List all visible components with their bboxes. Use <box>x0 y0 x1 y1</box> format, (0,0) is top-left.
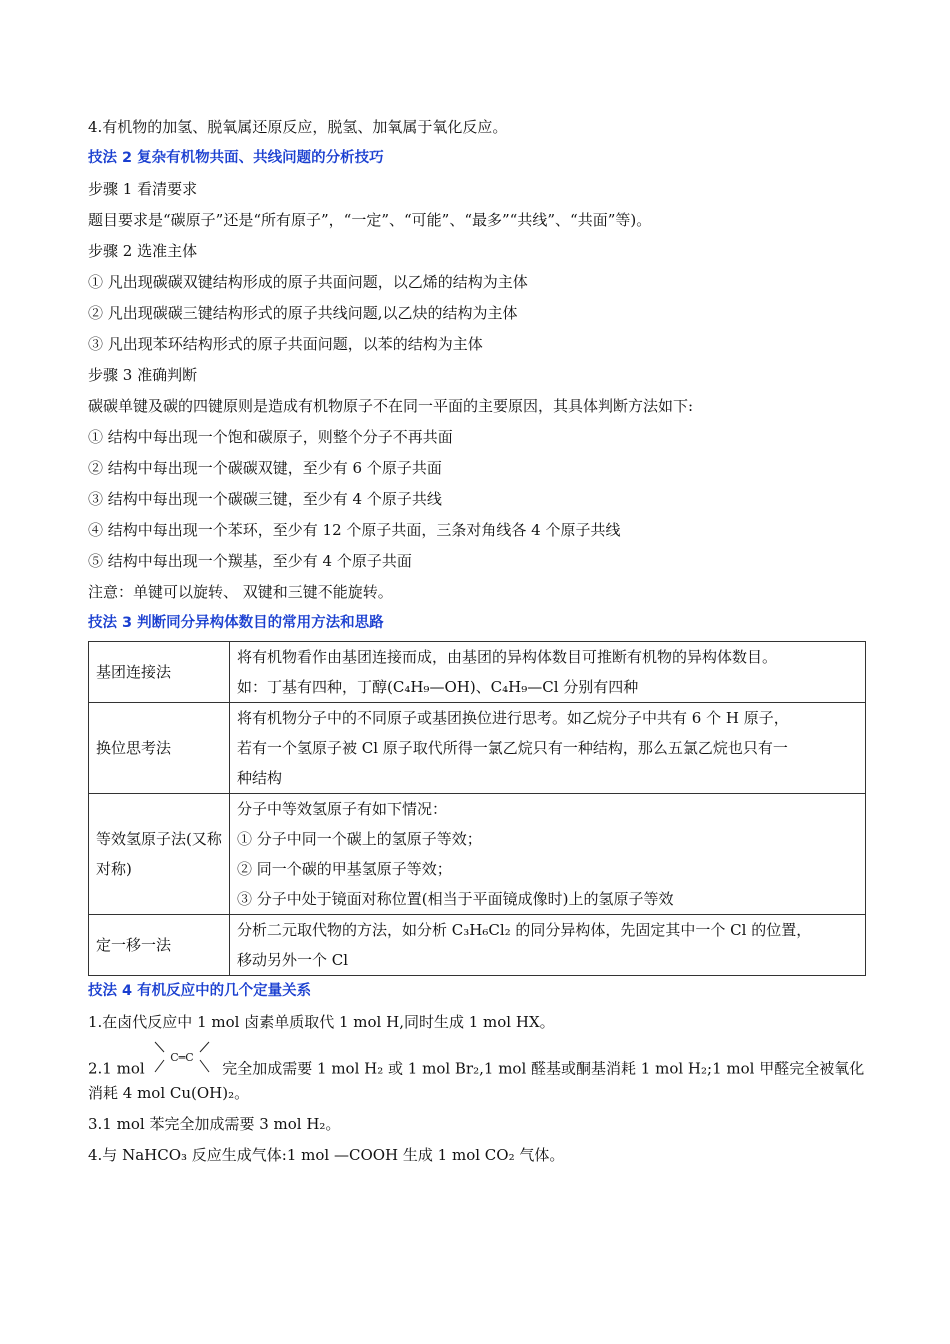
table-row <box>89 703 866 794</box>
step1-title: 步骤 1 看清要求 <box>88 180 198 198</box>
step2-item: ② 凡出现碳碳三键结构形式的原子共线问题,以乙炔的结构为主体 <box>88 304 518 322</box>
description-line: 若有一个氢原子被 Cl 原子取代所得一氯乙烷只有一种结构，那么五氯乙烷也只有一 <box>237 739 788 757</box>
description-line: 将有机物分子中的不同原子或基团换位进行思考。如乙烷分子中共有 6 个 H 原子， <box>237 709 789 727</box>
method-description <box>230 642 866 703</box>
alkene-structure-label: C═C <box>170 1051 195 1064</box>
note-line: 注意：单键可以旋转、 双键和三键不能旋转。 <box>88 583 393 601</box>
description-line: ③ 分子中处于镜面对称位置(相当于平面镜成像时)上的氢原子等效 <box>237 890 674 908</box>
section4-heading: 技法 4 有机反应中的几个定量关系 <box>88 983 312 999</box>
table-row <box>89 794 866 915</box>
method-description <box>230 915 866 976</box>
document-page <box>88 112 868 1162</box>
description-line: 如：丁基有四种，丁醇(C₄H₉—OH)、C₄H₉—Cl 分别有四种 <box>237 678 639 696</box>
relation-item-2-continued: 消耗 4 mol Cu(OH)₂。 <box>88 1084 250 1102</box>
table-row <box>89 915 866 976</box>
relation-item-2 <box>88 1038 868 1078</box>
step3-item: ④ 结构中每出现一个苯环，至少有 12 个原子共面，三条对角线各 4 个原子共线 <box>88 521 621 539</box>
relation-item-2-prefix: 2.1 mol <box>88 1059 145 1078</box>
step3-title: 步骤 3 准确判断 <box>88 366 198 384</box>
description-line: ① 分子中同一个碳上的氢原子等效； <box>237 830 482 848</box>
relation-item-3: 3.1 mol 苯完全加成需要 3 mol H₂。 <box>88 1115 341 1133</box>
step3-item: ⑤ 结构中每出现一个羰基，至少有 4 个原子共面 <box>88 552 412 570</box>
relation-item-4: 4.与 NaHCO₃ 反应生成气体:1 mol —COOH 生成 1 mol CO₂ 气体。 <box>88 1146 565 1164</box>
section2-heading: 技法 2 复杂有机物共面、共线问题的分析技巧 <box>88 150 384 166</box>
description-line: 将有机物看作由基团连接而成，由基团的异构体数目可推断有机物的异构体数目。 <box>237 648 778 666</box>
section3-heading: 技法 3 判断同分异构体数目的常用方法和思路 <box>88 615 384 631</box>
method-name: 等效氢原子法(又称对称) <box>89 794 230 915</box>
method-description <box>230 703 866 794</box>
method-name: 基团连接法 <box>89 642 230 703</box>
table-row <box>89 642 866 703</box>
description-line: 分子中等效氢原子有如下情况： <box>237 800 448 818</box>
step2-item: ③ 凡出现苯环结构形式的原子共面问题，以苯的结构为主体 <box>88 335 483 353</box>
step2-title: 步骤 2 选准主体 <box>88 242 198 260</box>
method-name: 定一移一法 <box>89 915 230 976</box>
method-name: 换位思考法 <box>89 703 230 794</box>
step1-text: 题目要求是“碳原子”还是“所有原子”，“一定”、“可能”、“最多”“共线”、“共面”等)。 <box>88 211 652 229</box>
relation-item-1: 1.在卤代反应中 1 mol 卤素单质取代 1 mol H,同时生成 1 mol HX。 <box>88 1013 555 1031</box>
step3-item: ③ 结构中每出现一个碳碳三键，至少有 4 个原子共线 <box>88 490 442 508</box>
step3-text: 碳碳单键及碳的四键原则是造成有机物原子不在同一平面的主要原因，其具体判断方法如下: <box>88 397 694 415</box>
step3-item: ① 结构中每出现一个饱和碳原子，则整个分子不再共面 <box>88 428 453 446</box>
alkene-structure-icon <box>153 1038 211 1101</box>
step2-item: ① 凡出现碳碳双键结构形成的原子共面问题，以乙烯的结构为主体 <box>88 273 528 291</box>
description-line: 分析二元取代物的方法，如分析 C₃H₆Cl₂ 的同分异构体，先固定其中一个 Cl 的位置， <box>237 921 812 939</box>
intro-line: 4.有机物的加氢、脱氧属还原反应，脱氢、加氧属于氧化反应。 <box>88 118 508 136</box>
relation-item-2-suffix: 完全加成需要 1 mol H₂ 或 1 mol Br₂,1 mol 醛基或酮基消耗 1 mol H₂;1 mol 甲醛完全被氧化 <box>222 1059 865 1078</box>
section4 <box>88 976 868 1162</box>
step3-item: ② 结构中每出现一个碳碳双键，至少有 6 个原子共面 <box>88 459 442 477</box>
description-line: 种结构 <box>237 769 283 787</box>
description-line: 移动另外一个 Cl <box>237 951 349 969</box>
method-description <box>230 794 866 915</box>
description-line: ② 同一个碳的甲基氢原子等效； <box>237 860 452 878</box>
isomer-methods-table <box>88 641 866 976</box>
